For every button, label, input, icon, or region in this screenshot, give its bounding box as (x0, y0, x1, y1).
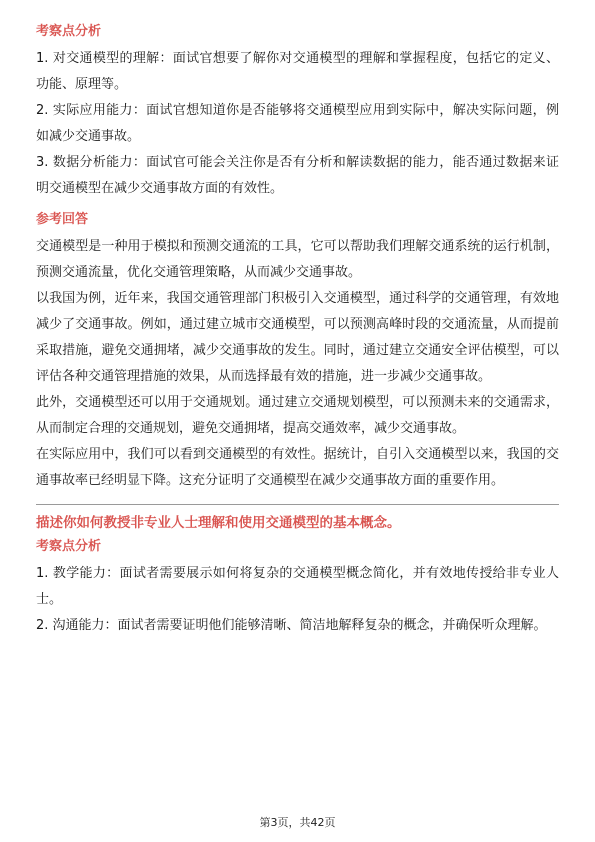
analysis-item: 2. 沟通能力：面试者需要证明他们能够清晰、简洁地解释复杂的概念，并确保听众理解。 (36, 618, 547, 633)
answer-paragraph: 此外，交通模型还可以用于交通规划。通过建立交通规划模型，可以预测未来的交通需求，从而制定合理的交通规划，避免交通拥堵，提高交通效率，减少交通事故。 (36, 395, 559, 436)
answer-heading: 参考回答 (36, 212, 89, 227)
analysis-heading: 考察点分析 (36, 539, 102, 554)
analysis-item: 1. 对交通模型的理解：面试官想要了解你对交通模型的理解和掌握程度，包括它的定义、功能、原理等。 (36, 51, 559, 92)
analysis-heading: 考察点分析 (36, 24, 102, 39)
analysis-item: 2. 实际应用能力：面试官想知道你是否能够将交通模型应用到实际中，解决实际问题，例如减少交通事故。 (36, 103, 559, 144)
analysis-item: 3. 数据分析能力：面试官可能会关注你是否有分析和解读数据的能力，能否通过数据来证明交通模型在减少交通事故方面的有效性。 (36, 155, 559, 196)
answer-paragraph: 交通模型是一种用于模拟和预测交通流的工具，它可以帮助我们理解交通系统的运行机制，预测交通流量，优化交通管理策略，从而减少交通事故。 (36, 239, 559, 280)
question-heading: 描述你如何教授非专业人士理解和使用交通模型的基本概念。 (36, 515, 401, 531)
answer-paragraph: 在实际应用中，我们可以看到交通模型的有效性。据统计，自引入交通模型以来，我国的交通事故率已经明显下降。这充分证明了交通模型在减少交通事故方面的重要作用。 (36, 447, 559, 488)
section-divider (36, 504, 559, 505)
analysis-item: 1. 教学能力：面试者需要展示如何将复杂的交通模型概念简化，并有效地传授给非专业人士。 (36, 566, 559, 607)
page-number: 第3页，共42页 (259, 816, 336, 829)
answer-paragraph: 以我国为例，近年来，我国交通管理部门积极引入交通模型，通过科学的交通管理，有效地减少了交通事故。例如，通过建立城市交通模型，可以预测高峰时段的交通流量，从而提前采取措施，避免交通拥堵，减少交通事故的发生。同时，通过建立交通安全评估模型，可以评估各种交通管理措施的效果，从而选择最有效的措施，进一步减少交通事故。 (36, 291, 559, 384)
document-page (36, 20, 559, 639)
